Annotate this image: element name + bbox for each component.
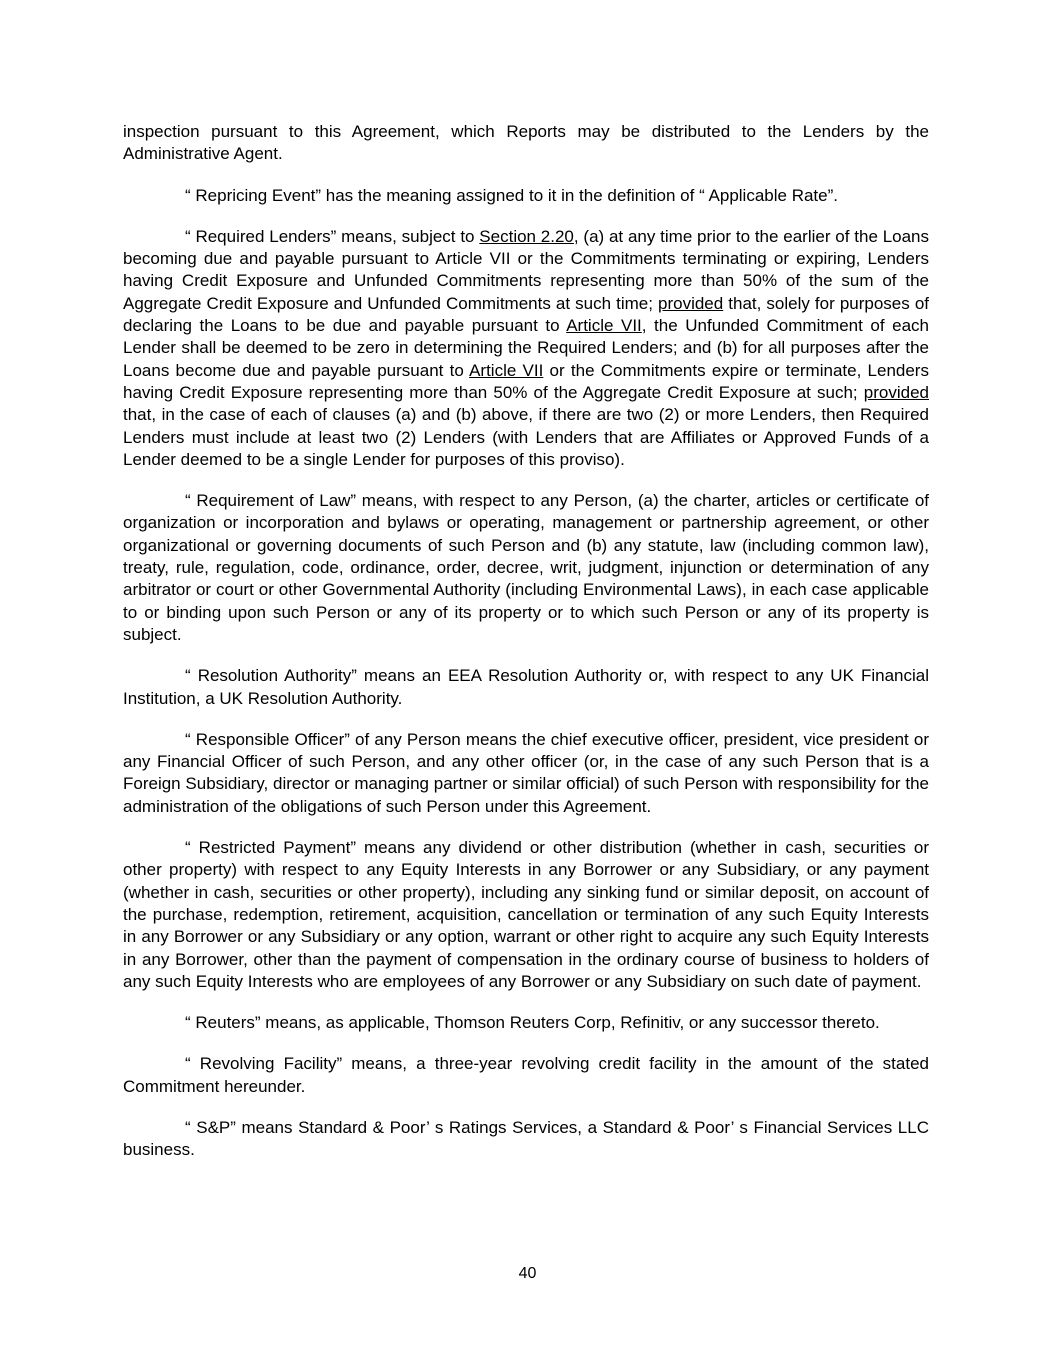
paragraph-def-restricted-payment [123,837,929,993]
document-body [123,121,929,1181]
paragraph-def-resolution-authority [123,665,929,710]
text-segment: “ Repricing Event” has the meaning assigned to it in the definition of “ Applicable Rate”. [185,185,838,205]
underlined-text: Article VII [469,360,544,380]
underlined-text: provided [658,293,724,313]
underlined-text: Article VII [566,316,642,336]
text-segment: that, in the case of each of clauses (a) and (b) above, if there are two (2) or more Lenders, then Required Lenders must include at least two (2) Lenders (with Lenders that are Affiliates or Approved Funds of a Lender deemed to be a single Lender for purposes of this proviso). [123,405,929,469]
text-segment: “ S&P” means Standard & Poor’ s Ratings Services, a Standard & Poor’ s Financial Services LLC business. [123,1117,929,1160]
paragraph-def-responsible-officer [123,729,929,818]
paragraph-def-reuters [123,1012,929,1034]
underlined-text: Section 2.20 [479,226,574,246]
text-segment: inspection pursuant to this Agreement, which Reports may be distributed to the Lenders by the Administrative Agent. [123,122,929,164]
text-segment: that, solely for purposes of declaring the Loans to be due and payable pursuant to [123,293,929,336]
text-segment: “ Resolution Authority” means an EEA Resolution Authority or, with respect to any UK Financial Institution, a UK Resolution Authority. [123,666,929,708]
paragraph-def-s-and-p [123,1117,929,1162]
paragraph-def-revolving-facility [123,1053,929,1098]
text-segment: “ Revolving Facility” means, a three-year revolving credit facility in the amount of the stated Commitment hereunder. [123,1054,929,1096]
text-segment: or the Commitments expire or terminate, Lenders having Credit Exposure representing more than 50% of the Aggregate Credit Exposure at such; [123,360,929,402]
text-segment: “ Requirement of Law” means, with respect to any Person, (a) the charter, articles or certificate of organization or incorporation and bylaws or operating, management or partnership agreement, or other organizational or governing documents of such Person and (b) any statute, law (including common law), treaty, rule, regulation, code, ordinance, order, decree, writ, judgment, injunction or determination of any arbitrator or court or other Governmental Authority (including Environmental Laws), in each case applicable to or binding upon such Person or any of its property or to which such Person or any of its property is subject. [123,491,929,644]
paragraph-def-required-lenders [123,226,929,471]
text-segment: “ Required Lenders” means, subject to [185,226,480,246]
text-segment: “ Restricted Payment” means any dividend or other distribution (whether in cash, securities or other property) with respect to any Equity Interests in any Borrower or any Subsidiary, or any payment (whether in cash, securities or other property), including any sinking fund or similar deposit, on account of the purchase, redemption, retirement, acquisition, cancellation or termination of any such Equity Interests in any Borrower or any Subsidiary or any option, warrant or other right to acquire any such Equity Interests in any Borrower, other than the payment of compensation in the ordinary course of business to holders of any such Equity Interests who are employees of any Borrower or any Subsidiary on such date of payment. [123,838,929,991]
text-segment: “ Responsible Officer” of any Person means the chief executive officer, president, vice president or any Financial Officer of such Person, and any other officer (or, in the case of any such Person that is a Foreign Subsidiary, director or managing partner or similar official) of such Person with responsibility for the administration of the obligations of such Person under this Agreement. [123,729,929,816]
text-segment: “ Reuters” means, as applicable, Thomson Reuters Corp, Refinitiv, or any successor thereto. [185,1013,880,1033]
paragraph-continuation-inspection [123,121,929,166]
text-segment: , the Unfunded Commitment of each Lender shall be deemed to be zero in determining the Required Lenders; and (b) for all purposes after the Loans become due and payable pursuant to [123,316,929,380]
paragraph-def-requirement-of-law [123,490,929,646]
underlined-text: provided [863,382,929,402]
page-number: 40 [518,1265,537,1282]
paragraph-def-repricing-event [123,185,929,207]
text-segment: , (a) at any time prior to the earlier of the Loans becoming due and payable pursuant to Article VII or the Commitments terminating or expiring, Lenders having Credit Exposure and Unfunded Commitments representing more than 50% of the sum of the Aggregate Credit Exposure and Unfunded Commitments at such time; [123,226,930,313]
